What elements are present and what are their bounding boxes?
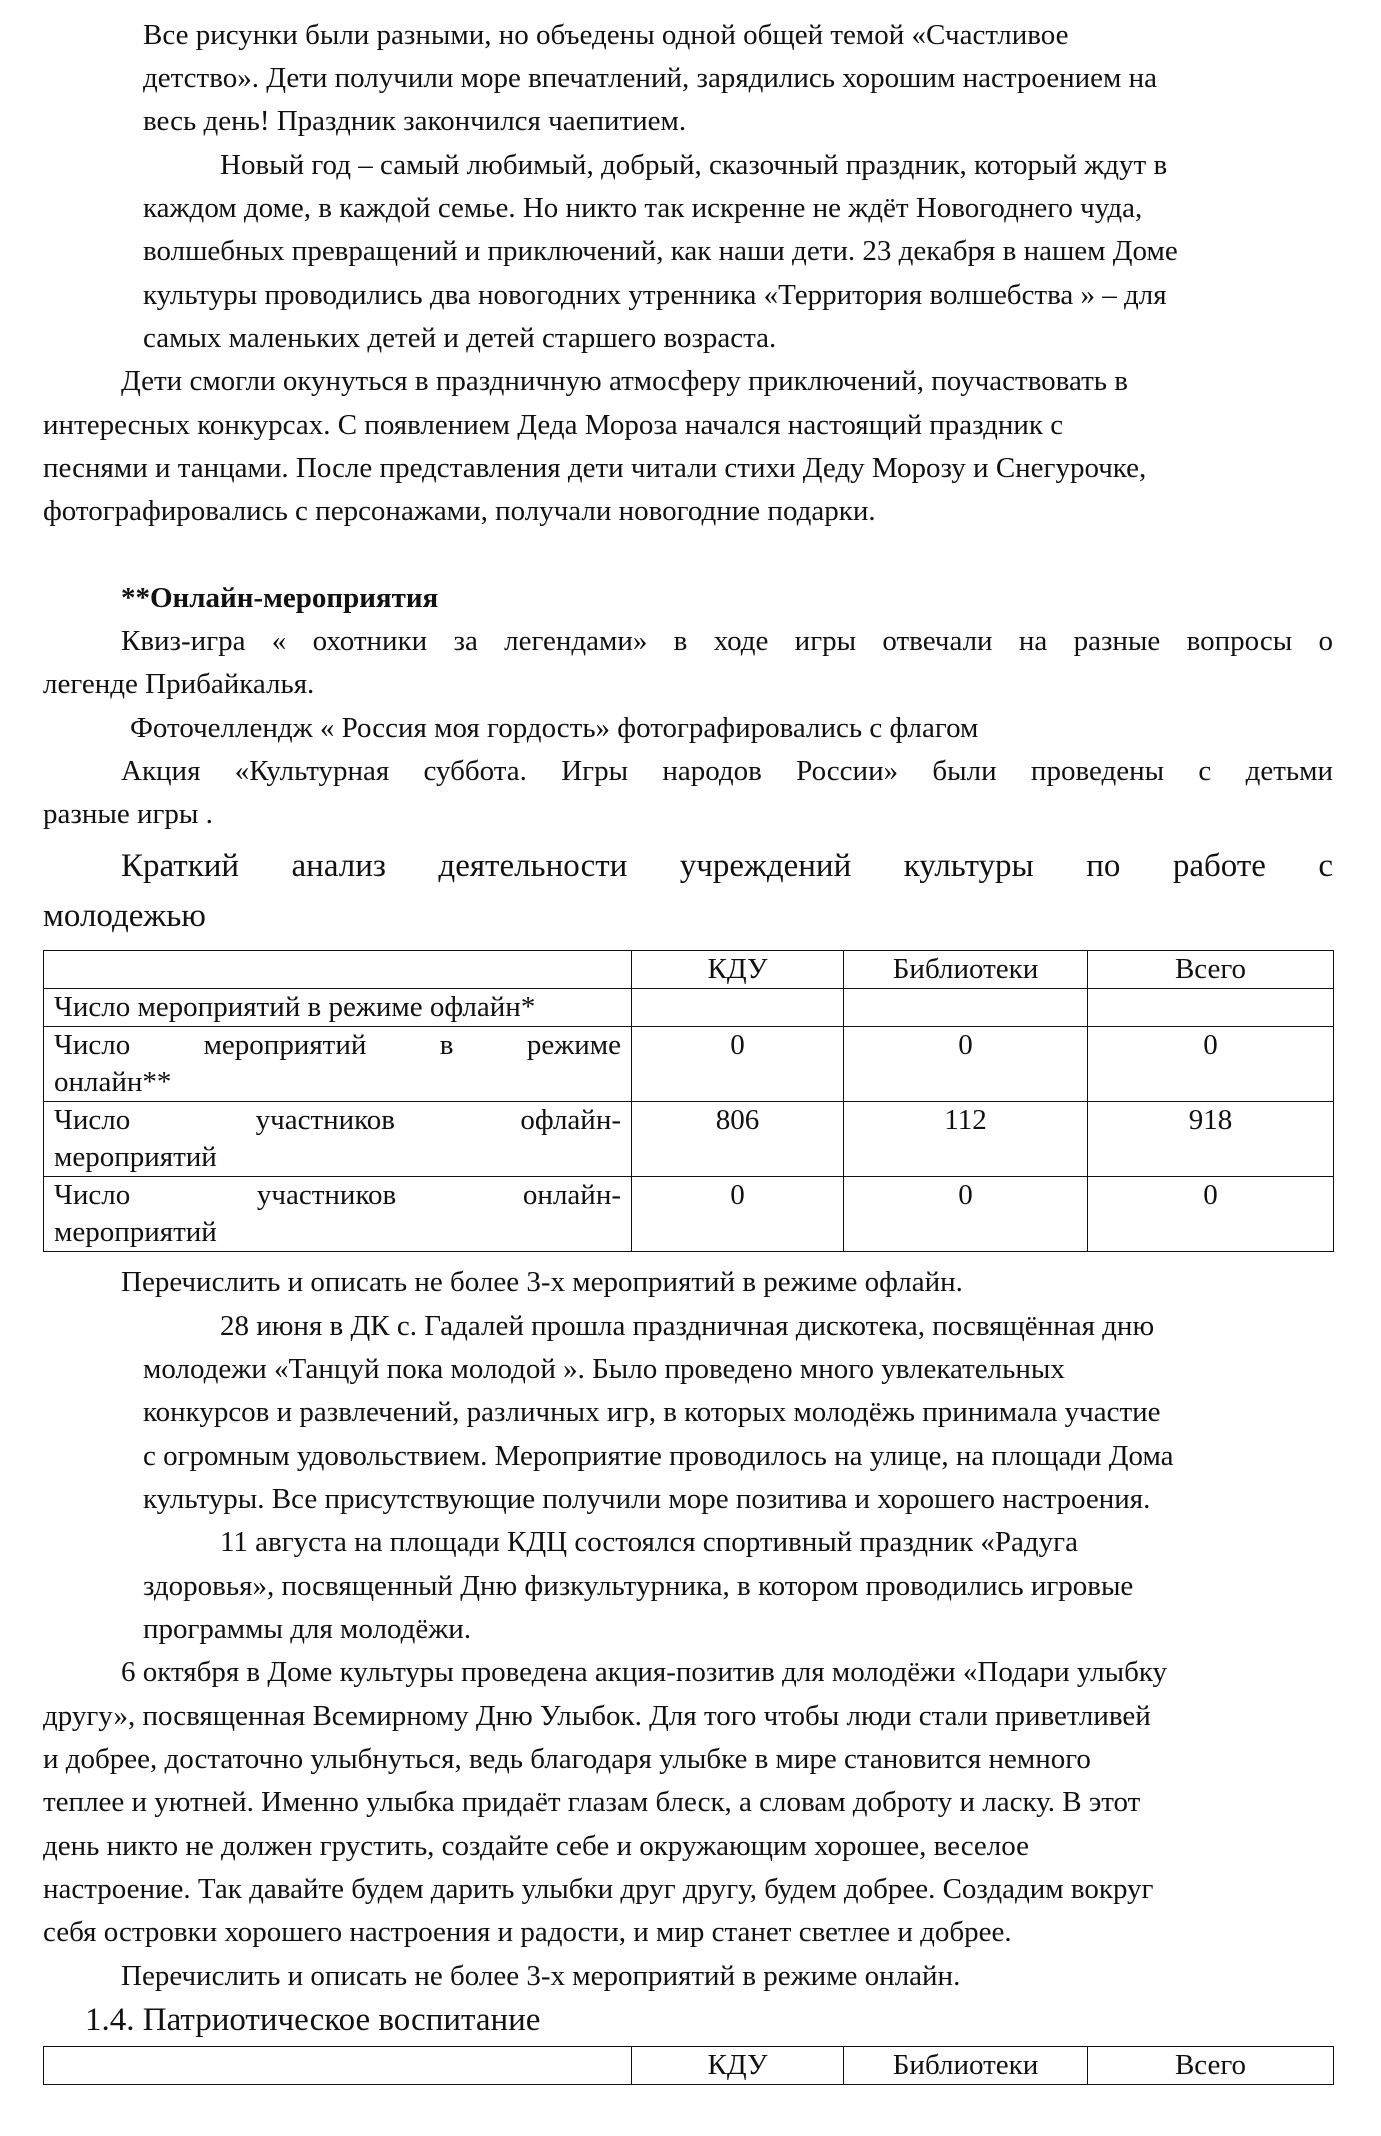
table-header-cell: КДУ [632,951,844,989]
youth-activity-table [43,950,1334,1252]
table-cell: 0 [1088,1177,1334,1252]
text-line: Все рисунки были разными, но объедены одной общей темой «Счастливое [143,19,1069,51]
text-line: фотографировались с персонажами, получали новогодние подарки. [43,495,876,527]
table-header-cell: Всего [1088,951,1334,989]
row-label: Число участников онлайн- мероприятий [44,1177,632,1252]
text-line: легенде Прибайкалья. [43,668,315,700]
online-heading: **Онлайн-мероприятия [121,582,439,614]
table-cell: 112 [844,1102,1088,1177]
table-cell: 0 [844,1177,1088,1252]
table-cell [1088,989,1334,1027]
row-label: Число мероприятий в режиме офлайн* [44,989,632,1027]
section-title: 1.4. Патриотическое воспитание [85,2002,541,2038]
text-line: день никто не должен грустить, создайте себе и окружающим хорошее, веселое [43,1830,1029,1862]
table-row [44,1027,1334,1102]
table-header-row [44,2047,1334,2085]
text-line: Дети смогли окунуться в праздничную атмосферу приключений, поучаствовать в [121,365,1128,397]
table-row [44,989,1334,1027]
row-label: Число участников офлайн- мероприятий [44,1102,632,1177]
patriotic-table [43,2046,1334,2085]
text-line: волшебных превращений и приключений, как наши дети. 23 декабря в нашем Доме [143,235,1178,267]
table-header-cell: КДУ [632,2047,844,2085]
text-line: Фоточеллендж « Россия моя гордость» фотографировались с флагом [130,712,979,744]
table-header-row [44,951,1334,989]
table-cell: 0 [632,1177,844,1252]
row-label: Число мероприятий в режиме онлайн** [44,1027,632,1102]
text-line: Перечислить и описать не более 3-х мероприятий в режиме офлайн. [121,1266,963,1298]
table-cell: 0 [844,1027,1088,1102]
text-line: себя островки хорошего настроения и радости, и мир станет светлее и добрее. [43,1916,1012,1948]
text-line: здоровья», посвященный Дню физкультурника, в котором проводились игровые [143,1570,1134,1602]
text-line: культуры. Все присутствующие получили море позитива и хорошего настроения. [143,1483,1151,1515]
table-cell: 918 [1088,1102,1334,1177]
section-title: молодежью [43,898,206,934]
text-line: культуры проводились два новогодних утренника «Территория волшебства » – для [143,279,1167,311]
text-line: Новый год – самый любимый, добрый, сказочный праздник, который ждут в [220,149,1168,181]
table-row [44,1177,1334,1252]
text-line: и добрее, достаточно улыбнуться, ведь благодаря улыбке в мире становится немного [43,1743,1091,1775]
text-line: весь день! Праздник закончился чаепитием. [143,105,687,137]
table-cell: 0 [632,1027,844,1102]
text-line: разные игры . [43,798,213,830]
text-line: 6 октября в Доме культуры проведена акция-позитив для молодёжи «Подари улыбку [121,1656,1167,1688]
table-header-cell: Библиотеки [844,951,1088,989]
text-line: песнями и танцами. После представления дети читали стихи Деду Морозу и Снегурочке, [43,452,1147,484]
text-line: программы для молодёжи. [143,1613,472,1645]
text-line: детство». Дети получили море впечатлений, зарядились хорошим настроением на [143,62,1158,94]
table-header-cell [44,951,632,989]
text-line: с огромным удовольствием. Мероприятие проводилось на улице, на площади Дома [143,1440,1174,1472]
text-line: Квиз-игра « охотники за легендами» в ходе игры отвечали на разные вопросы о [121,625,1333,657]
table-header-cell: Всего [1088,2047,1334,2085]
text-line: интересных конкурсах. С появлением Деда Мороза начался настоящий праздник с [43,409,1064,441]
text-line: конкурсов и развлечений, различных игр, в которых молодёжь принимала участие [143,1396,1161,1428]
table-cell: 0 [1088,1027,1334,1102]
text-line: другу», посвященная Всемирному Дню Улыбок. Для того чтобы люди стали приветливей [43,1700,1151,1732]
section-title: Краткий анализ деятельности учреждений культуры по работе с [121,848,1333,884]
text-line: теплее и уютней. Именно улыбка придаёт глазам блеск, а словам доброту и ласку. В этот [43,1786,1141,1818]
text-line: молодежи «Танцуй пока молодой ». Было проведено много увлекательных [143,1353,1065,1385]
text-line: 11 августа на площади КДЦ состоялся спортивный праздник «Радуга [220,1526,1078,1558]
table-row [44,1102,1334,1177]
text-line: 28 июня в ДК с. Гадалей прошла праздничная дискотека, посвящённая дню [220,1310,1155,1342]
text-line: Перечислить и описать не более 3-х мероприятий в режиме онлайн. [121,1960,961,1992]
table-cell: 806 [632,1102,844,1177]
text-line: самых маленьких детей и детей старшего возраста. [143,322,777,354]
text-line: настроение. Так давайте будем дарить улыбки друг другу, будем добрее. Создадим вокруг [43,1873,1154,1905]
text-line: Акция «Культурная суббота. Игры народов России» были проведены с детьми [121,755,1333,787]
table-cell [844,989,1088,1027]
table-cell [632,989,844,1027]
table-header-cell [44,2047,632,2085]
text-line: каждом доме, в каждой семье. Но никто так искренне не ждёт Новогоднего чуда, [143,192,1143,224]
table-header-cell: Библиотеки [844,2047,1088,2085]
